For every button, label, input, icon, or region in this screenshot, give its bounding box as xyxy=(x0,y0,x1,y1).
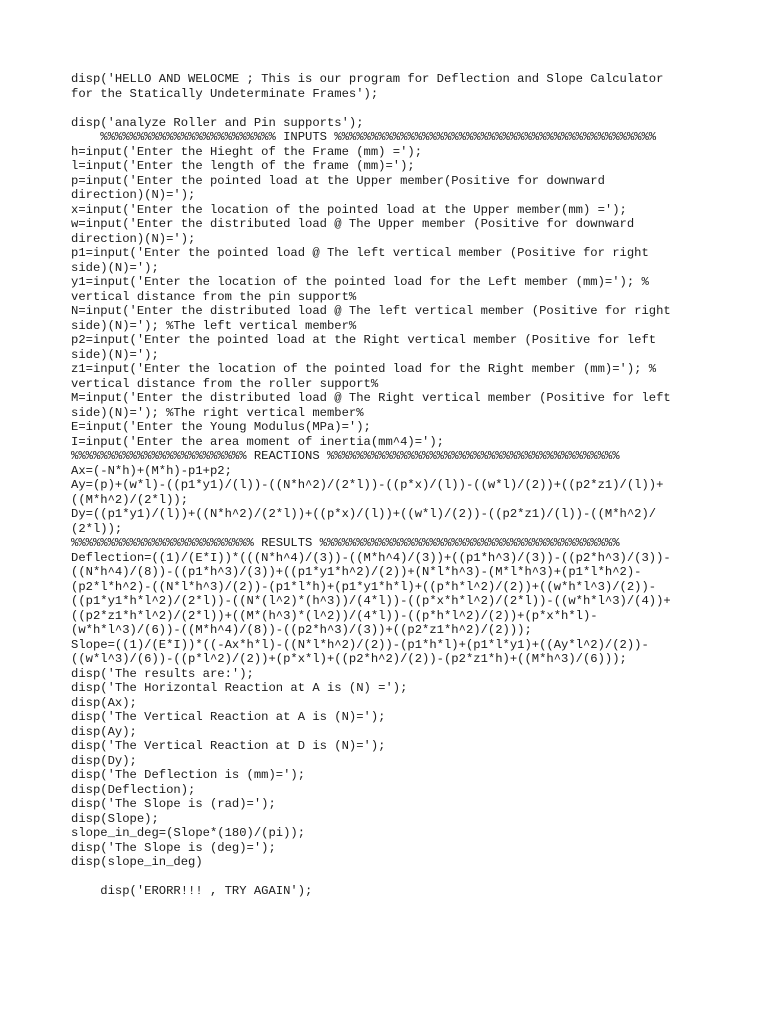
code-line: disp('The Slope is (deg)='); xyxy=(71,840,276,855)
code-line: M=input('Enter the distributed load @ The Right vertical member (Positive for left xyxy=(71,391,671,405)
code-line: disp(Slope); xyxy=(71,811,159,826)
code-line: N=input('Enter the distributed load @ The left vertical member (Positive for right xyxy=(71,304,671,318)
code-line: disp(Deflection); xyxy=(71,782,196,797)
code-line: disp(slope_in_deg) xyxy=(71,855,203,869)
code-line: vertical distance from the roller support% xyxy=(71,376,379,391)
code-line: disp('The Deflection is (mm)='); xyxy=(71,768,306,782)
code-line xyxy=(71,870,711,885)
code-line: side)(N)='); %The right vertical member% xyxy=(71,405,364,420)
code-line: h=input('Enter the Hieght of the Frame (mm) ='); xyxy=(71,144,423,159)
code-line: Dy=((p1*y1)/(l))+((N*h^2)/(2*l))+((p*x)/(l))+((w*l)/(2))-((p2*z1)/(l))-((M*h^2)/ xyxy=(71,507,657,521)
code-line: vertical distance from the pin support% xyxy=(71,289,357,304)
code-line: disp('The results are:'); xyxy=(71,666,254,681)
code-line: disp('analyze Roller and Pin supports'); xyxy=(71,115,364,130)
code-line: disp('The Horizontal Reaction at A is (N) ='); xyxy=(71,681,408,695)
code-line: Ay=(p)+(w*l)-((p1*y1)/(l))-((N*h^2)/(2*l))-((p*x)/(l))-((w*l)/(2))+((p2*z1)/(l))+ xyxy=(71,478,664,492)
code-line: (p2*l*h^2)-((N*l*h^3)/(2))-(p1*l*h)+(p1*y1*h*l)+((p*h*l^2)/(2))+((w*h*l^3)/(2))- xyxy=(71,579,657,594)
code-line: Slope=((1)/(E*I))*((-Ax*h*l)-((N*l*h^2)/(2))-(p1*h*l)+(p1*l*y1)+((Ay*l^2)/(2))- xyxy=(71,637,649,652)
code-line: %%%%%%%%%%%%%%%%%%%%%%%% REACTIONS %%%%%%%%%%%%%%%%%%%%%%%%%%%%%%%%%%%%%%%% xyxy=(71,449,620,463)
code-line: disp('HELLO AND WELOCME ; This is our program for Deflection and Slope Calculator xyxy=(71,72,664,86)
code-line: ((p1*y1*h*l^2)/(2*l))-((N*(l^2)*(h^3))/(4*l))-((p*x*h*l^2)/(2*l))-((w*h*l^3)/(4))+ xyxy=(71,594,671,608)
code-line: z1=input('Enter the location of the pointed load for the Right member (mm)='); % xyxy=(71,362,657,376)
code-line: (2*l)); xyxy=(71,521,123,536)
code-line: disp(Ax); xyxy=(71,695,137,710)
code-line: disp('ERORR!!! , TRY AGAIN'); xyxy=(71,884,313,898)
code-line: p=input('Enter the pointed load at the Upper member(Positive for downward xyxy=(71,173,605,188)
code-line: for the Statically Undeterminate Frames'); xyxy=(71,86,379,101)
code-line: side)(N)='); %The left vertical member% xyxy=(71,318,357,333)
code-line: Deflection=((1)/(E*I))*(((N*h^4)/(3))-((M*h^4)/(3))+((p1*h^3)/(3))-((p2*h^3)/(3))- xyxy=(71,550,671,565)
code-line: p1=input('Enter the pointed load @ The left vertical member (Positive for right xyxy=(71,246,649,260)
code-line: disp(Dy); xyxy=(71,753,137,768)
code-line: disp('The Slope is (rad)='); xyxy=(71,797,276,811)
code-line: Ax=(-N*h)+(M*h)-p1+p2; xyxy=(71,463,232,478)
code-line: side)(N)='); xyxy=(71,347,159,362)
matlab-code-listing xyxy=(71,72,711,899)
code-line: ((N*h^4)/(8))-((p1*h^3)/(3))+((p1*y1*h^2)/(2))+(N*l*h^3)-(M*l*h^3)+(p1*l*h^2)- xyxy=(71,565,642,579)
code-line: disp(Ay); xyxy=(71,724,137,739)
code-line: ((w*l^3)/(6))-((p*l^2)/(2))+(p*x*l)+((p2*h^2)/(2))-(p2*z1*h)+((M*h^3)/(6))); xyxy=(71,652,627,666)
code-line: w=input('Enter the distributed load @ The Upper member (Positive for downward xyxy=(71,217,635,231)
code-line: (w*h*l^3)/(6))-((M*h^4)/(8))-((p2*h^3)/(3))+((p2*z1*h^2)/(2))); xyxy=(71,623,532,637)
code-line: slope_in_deg=(Slope*(180)/(pi)); xyxy=(71,826,306,840)
code-line: p2=input('Enter the pointed load at the Right vertical member (Positive for left xyxy=(71,333,657,347)
code-line: ((p2*z1*h*l^2)/(2*l))+((M*(h^3)*(l^2))/(4*l))-((p*h*l^2)/(2))+(p*x*h*l)- xyxy=(71,608,598,623)
code-line: direction)(N)='); xyxy=(71,231,196,246)
code-line: I=input('Enter the area moment of inertia(mm^4)='); xyxy=(71,434,444,449)
code-line xyxy=(71,101,711,116)
code-line: disp('The Vertical Reaction at A is (N)='); xyxy=(71,710,386,724)
code-line: l=input('Enter the length of the frame (mm)='); xyxy=(71,159,415,173)
code-line: y1=input('Enter the location of the pointed load for the Left member (mm)='); % xyxy=(71,275,649,289)
code-line: x=input('Enter the location of the pointed load at the Upper member(mm) ='); xyxy=(71,202,627,217)
code-line: side)(N)='); xyxy=(71,260,159,275)
code-line: E=input('Enter the Young Modulus(MPa)='); xyxy=(71,420,371,434)
code-line: disp('The Vertical Reaction at D is (N)='); xyxy=(71,739,386,753)
code-line: ((M*h^2)/(2*l)); xyxy=(71,492,189,507)
code-line: %%%%%%%%%%%%%%%%%%%%%%%% INPUTS %%%%%%%%%%%%%%%%%%%%%%%%%%%%%%%%%%%%%%%%%%%% xyxy=(71,130,657,144)
code-line: %%%%%%%%%%%%%%%%%%%%%%%%% RESULTS %%%%%%%%%%%%%%%%%%%%%%%%%%%%%%%%%%%%%%%%% xyxy=(71,536,620,550)
code-line: direction)(N)='); xyxy=(71,188,196,202)
